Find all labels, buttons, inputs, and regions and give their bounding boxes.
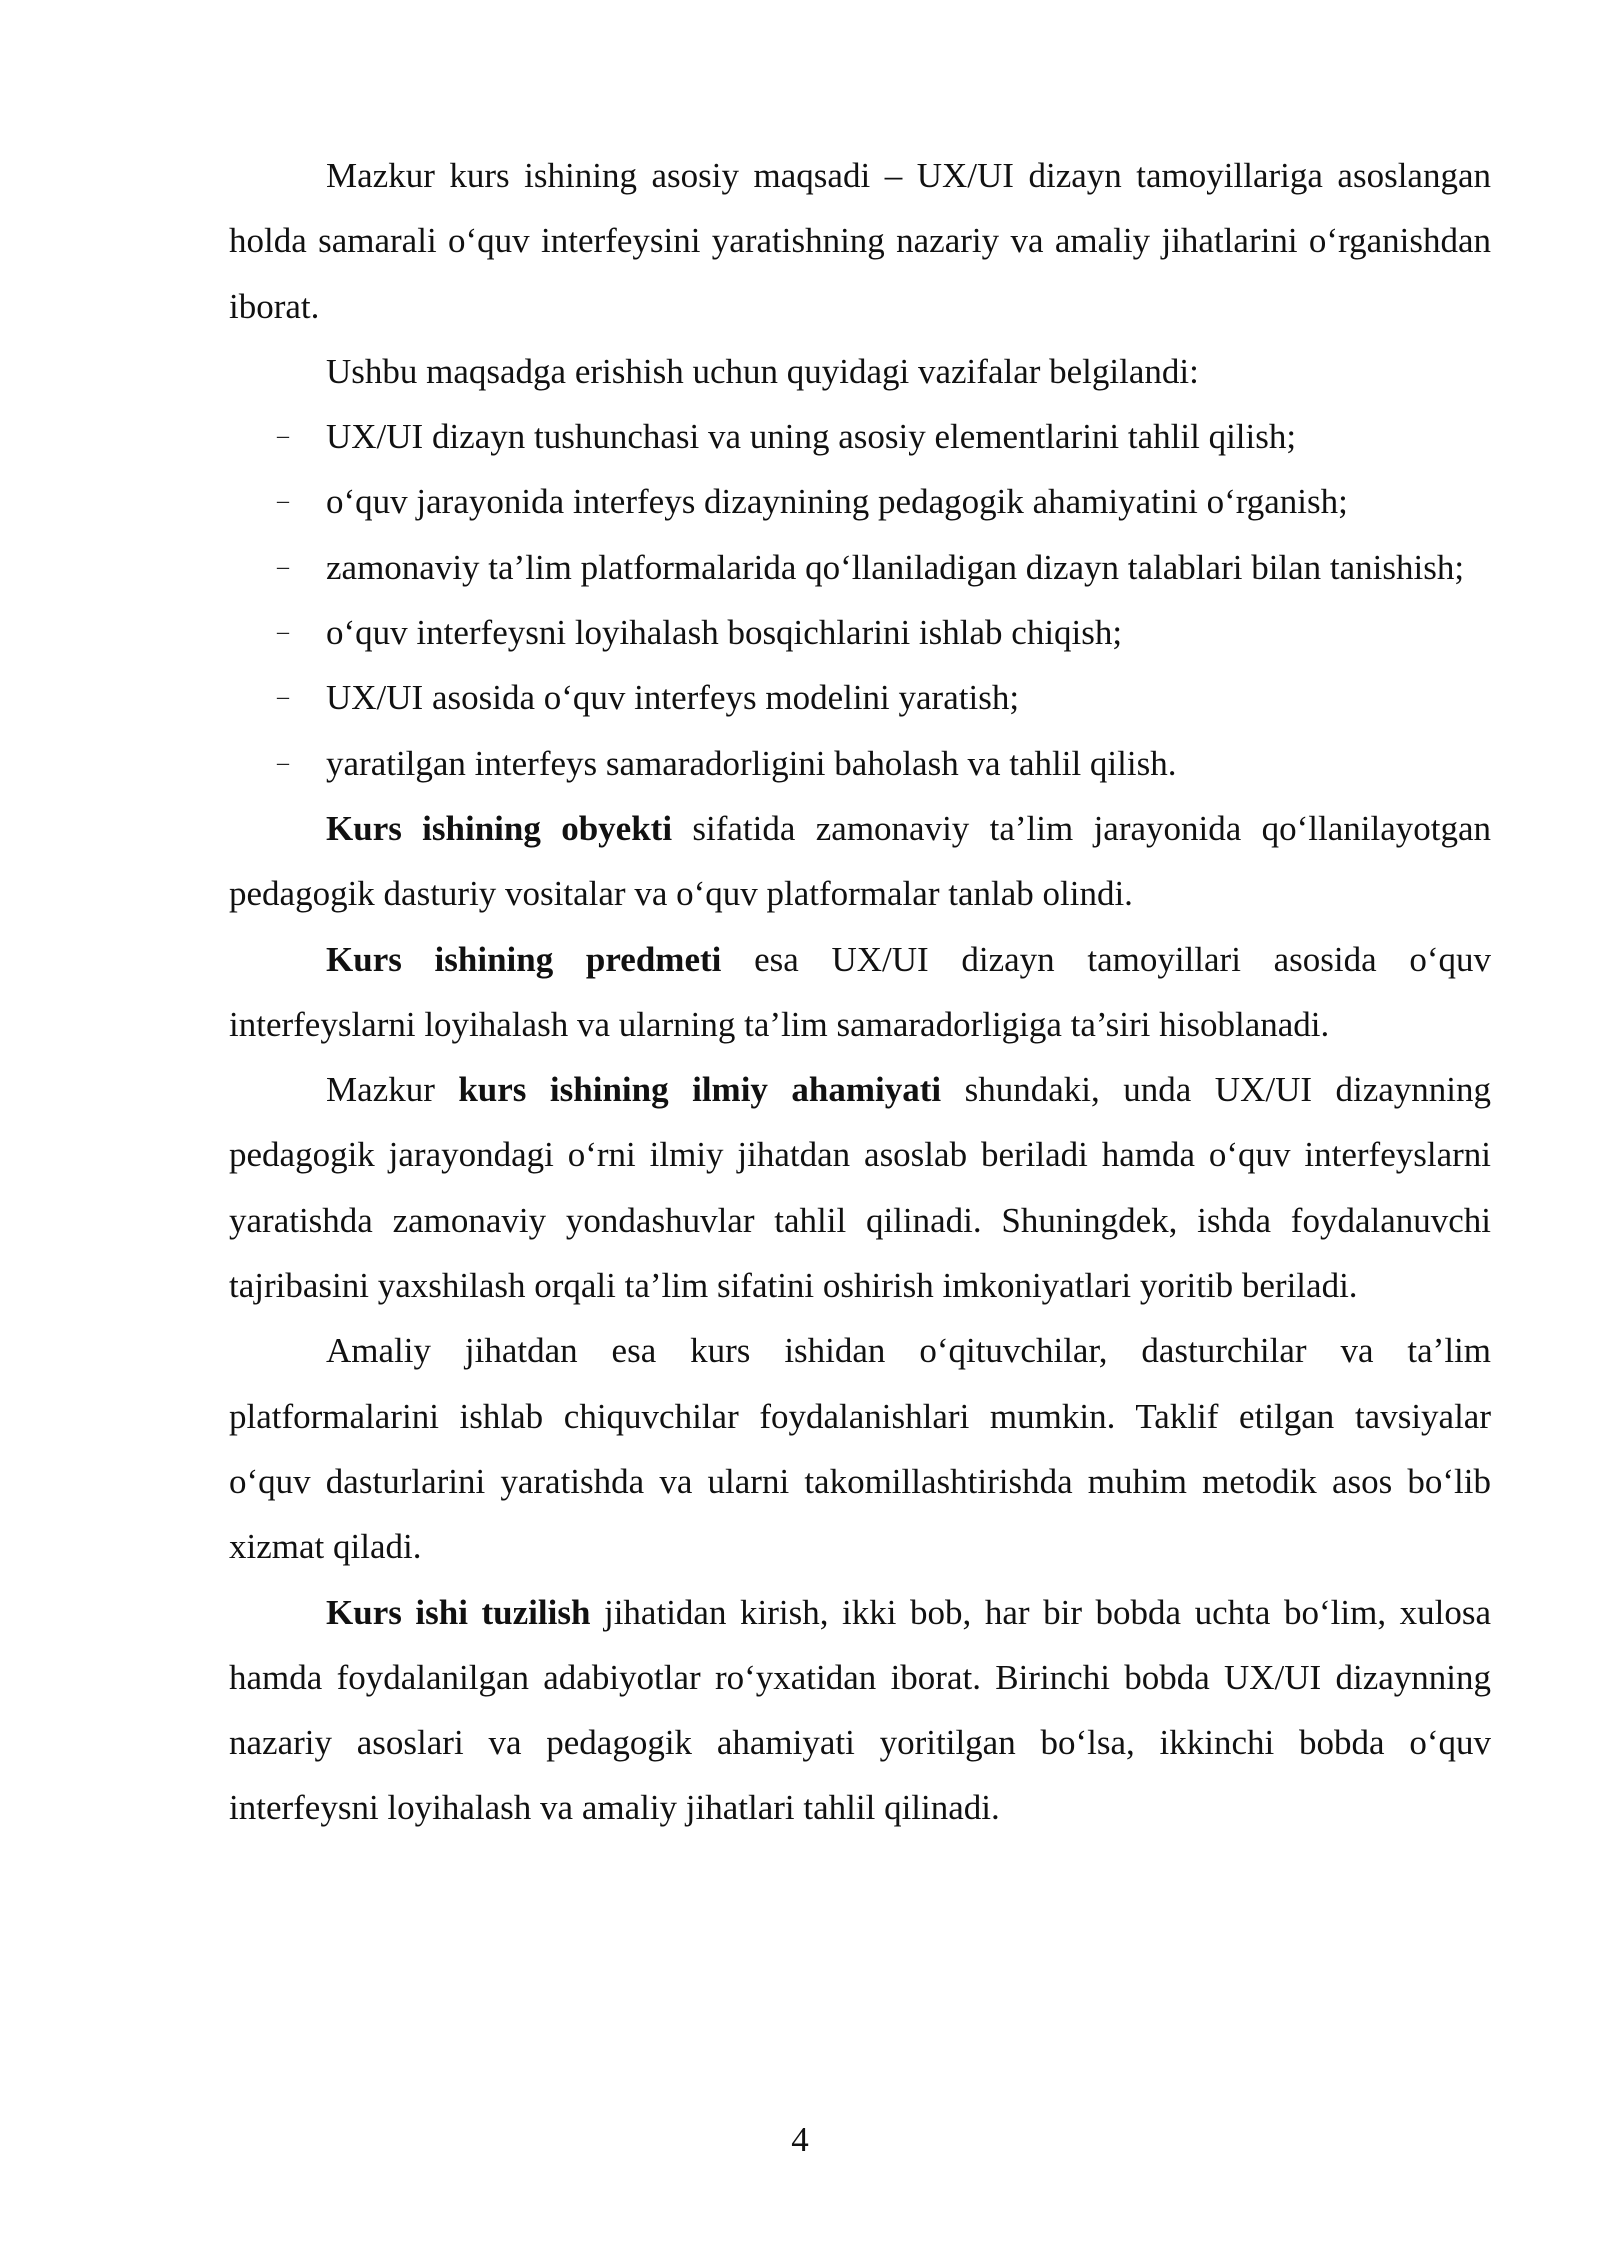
dash-bullet: –: [277, 423, 289, 450]
goal-paragraph: Mazkur kurs ishining asosiy maqsadi – UX/UI dizayn tamoyillariga asoslangan holda samarali o‘quv interfeysini yaratishning nazariy va amaliy jihatlarini o‘rganishdan iborat.: [229, 156, 1491, 326]
list-item-text: UX/UI asosida o‘quv interfeys modelini yaratish;: [326, 678, 1020, 718]
significance-paragraph: [229, 1057, 1491, 1318]
page-number: 4: [791, 2120, 809, 2159]
list-item: [229, 665, 1491, 730]
dash-bullet: –: [277, 619, 289, 646]
list-item: [229, 404, 1491, 469]
list-item: [229, 535, 1491, 600]
significance-term: kurs ishining ilmiy ahamiyati: [458, 1070, 942, 1110]
subject-text: esa UX/UI dizayn tamoyillari asosida o‘quv interfeyslarni loyihalash va ularning ta’lim samaradorligiga ta’siri hisoblanadi.: [229, 939, 1491, 1044]
subject-paragraph: [229, 927, 1491, 1058]
structure-text: jihatidan kirish, ikki bob, har bir bobda uchta bo‘lim, xulosa hamda foydalanilgan adabiyotlar ro‘yxatidan iborat. Birinchi bobda UX/UI dizaynning nazariy asoslari va pedagogik ahamiyati yoritilgan bo‘lsa, ikkinchi bobda o‘quv interfeysni loyihalash va amaliy jihatlari tahlil qilinadi.: [229, 1592, 1492, 1828]
object-paragraph: [229, 796, 1491, 927]
list-item: [229, 600, 1491, 665]
practical-paragraph: Amaliy jihatdan esa kurs ishidan o‘qituvchilar, dasturchilar va ta’lim platformalarini ishlab chiquvchilar foydalanishlari mumkin. Taklif etilgan tavsiyalar o‘quv dasturlarini yaratishda va ularni takomillashtirishda muhim metodik asos bo‘lib xizmat qiladi.: [229, 1331, 1491, 1567]
dash-bullet: –: [277, 553, 289, 580]
dash-bullet: –: [277, 488, 289, 515]
dash-bullet: –: [277, 684, 289, 711]
object-term: Kurs ishining obyekti: [326, 808, 673, 848]
structure-term: Kurs ishi tuzilish: [326, 1592, 591, 1632]
structure-paragraph: [229, 1580, 1491, 1841]
tasks-intro-paragraph: Ushbu maqsadga erishish uchun quyidagi vazifalar belgilandi:: [326, 351, 1199, 391]
list-item: [229, 469, 1491, 534]
list-item-text: yaratilgan interfeys samaradorligini baholash va tahlil qilish.: [326, 743, 1177, 783]
tasks-list: [229, 404, 1491, 796]
list-item-text: o‘quv jarayonida interfeys dizaynining pedagogik ahamiyatini o‘rganish;: [326, 482, 1348, 522]
significance-lead: Mazkur: [326, 1070, 459, 1110]
list-item-text: zamonaviy ta’lim platformalarida qo‘llaniladigan dizayn talablari bilan tanishish;: [326, 547, 1465, 587]
dash-bullet: –: [277, 749, 289, 776]
object-text: sifatida zamonaviy ta’lim jarayonida qo‘llanilayotgan pedagogik dasturiy vositalar va o‘quv platformalar tanlab olindi.: [229, 808, 1491, 914]
list-item-text: o‘quv interfeysni loyihalash bosqichlarini ishlab chiqish;: [326, 613, 1123, 653]
document-page: [229, 143, 1491, 1841]
subject-term: Kurs ishining predmeti: [326, 939, 722, 979]
significance-text: shundaki, unda UX/UI dizaynning pedagogik jarayondagi o‘rni ilmiy jihatdan asoslab beriladi hamda o‘quv interfeyslarni yaratishda zamonaviy yondashuvlar tahlil qilinadi. Shuningdek, ishda foydalanuvchi tajribasini yaxshilash orqali ta’lim sifatini oshirish imkoniyatlari yoritib beriladi.: [229, 1070, 1492, 1306]
list-item-text: UX/UI dizayn tushunchasi va uning asosiy elementlarini tahlil qilish;: [326, 417, 1297, 457]
list-item: [229, 731, 1491, 796]
